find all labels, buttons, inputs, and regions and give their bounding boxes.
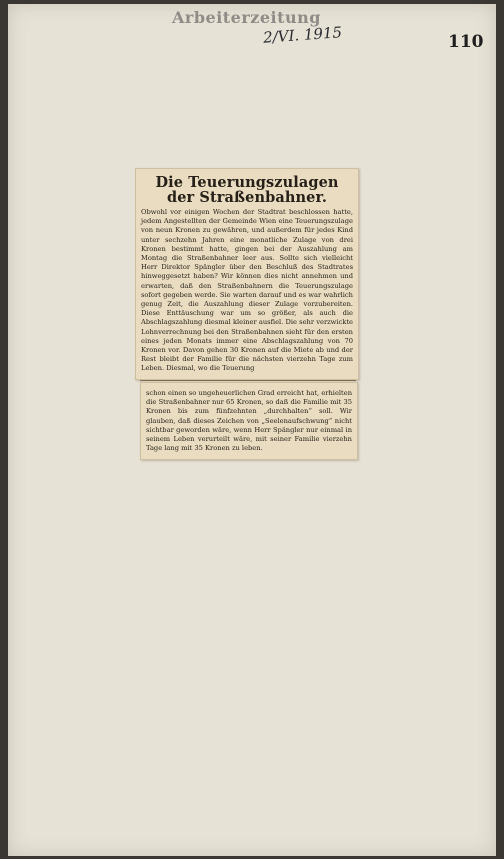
article-paragraph-1: Obwohl vor einigen Wochen der Stadtrat beschlossen hatte, jedem Angestellten der Gemeinde Wien eine Teuerungszulage von neun Kronen zu gewähren, und außerdem für jedes Kind unter sechzehn Jahren eine monatliche Zulage von drei Kronen bestimmt hatte, gingen bei der Auszahlung am Montag die Straßenbahner leer aus. Sollte sich vielleicht Herr Direktor Spängler über den Beschluß des Stadtrates hinweggesetzt haben? Wir können dies nicht annehmen und erwarten, daß den Straßenbahnern die Teuerungszulage sofort gegeben werde. Sie warten darauf und es war wahrlich genug Zeit, die Auszahlung dieser Zulage vorzubereiten. Diese Enttäuschung war um so größer, als auch die Abschlagszahlung diesmal kleiner ausfiel. Die sehr verzwickte Lohnverrechnung bei den Straßenbahnen sieht für den ersten eines jeden Monats immer eine Abschlagszahlung von 70 Kronen vor. Davon gehen 30 Kronen auf die Miete ab und der Rest bleibt der Familie für die nächsten vierzehn Tage zum Leben. Diesmal, wo die Teuerung (141, 208, 353, 373)
clipping-divider (140, 380, 356, 381)
article-headline: Die Teuerungszulagen der Straßenbahner. (155, 174, 339, 206)
handwritten-date: 2/VI. 1915 (262, 23, 343, 47)
article-paragraph-2: schon einen so ungeheuerlichen Grad erreicht hat, erhielten die Straßenbahner nur 65 Kronen, so daß die Familie mit 35 Kronen bis zum fünfzehnten „durchhalten“ soll. Wir glauben, daß dieses Zeichen von „Seelenaufschwung“ nicht sichtbar geworden wäre, wenn Herr Spängler nur einmal in seinem Leben verurteilt wäre, mit seiner Familie vierzehn Tage lang mit 35 Kronen zu leben. (146, 389, 352, 453)
newspaper-stamp: Arbeiterzeitung (172, 8, 321, 27)
article-clipping-top (135, 168, 359, 380)
page-number: 110 (448, 32, 484, 52)
article-clipping-bottom (140, 382, 358, 460)
